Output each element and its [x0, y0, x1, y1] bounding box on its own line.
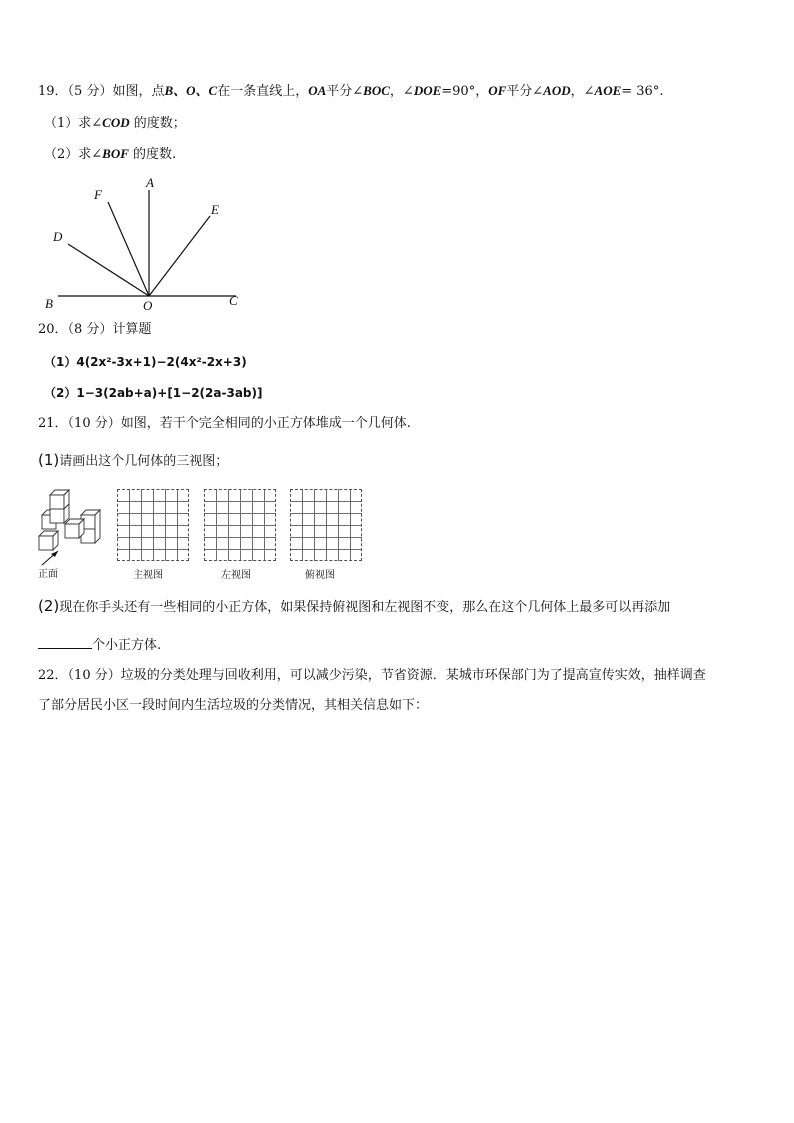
q20-item1: （1）4(2x²-3x+1)−2(4x²-2x+3) [44, 355, 247, 369]
angle-figure [36, 172, 256, 314]
q19-sub2: （2）求∠BOF 的度数. [44, 146, 177, 162]
ray-oe [149, 216, 210, 296]
cube-front-face [50, 495, 64, 509]
label-o: O [143, 298, 153, 313]
q22-stem-line1: 22．（10 分）垃圾的分类处理与回收利用，可以减少污染，节省资源．某城市环保部门为了提高宣传实效，抽样调查 [38, 668, 706, 683]
q21-part1: (1)请画出这个几何体的三视图； [38, 451, 229, 469]
q19-sub1: （1）求∠COD 的度数； [44, 115, 186, 131]
ray-od [68, 244, 149, 296]
cube-front-face [39, 536, 53, 550]
q22-stem-line2: 了部分居民小区一段时间内生活垃圾的分类情况，其相关信息如下： [38, 698, 429, 713]
top-view-grid [290, 489, 362, 561]
front-label: 正面 [38, 569, 58, 580]
cube-stack-figure [36, 489, 108, 581]
label-b: B [45, 296, 53, 311]
q20-stem: 20．（8 分）计算题 [38, 322, 152, 337]
q21-part2-tail: 个小正方体. [38, 636, 161, 654]
view-label-top: 俯视图 [305, 570, 335, 581]
q21-stem: 21．（10 分）如图，若干个完全相同的小正方体堆成一个几何体. [38, 416, 411, 431]
q21-part2: (2)现在你手头还有一些相同的小正方体，如果保持俯视图和左视图不变，那么在这个几何体上最多可以再添加 [38, 597, 671, 615]
ray-of [108, 202, 149, 296]
q20-item2: （2）1−3(2ab+a)+[1−2(2a-3ab)] [44, 386, 263, 400]
cube-side-face [95, 510, 100, 543]
label-c: C [229, 293, 238, 308]
label-d: D [53, 229, 63, 244]
cube-front-face [50, 509, 64, 523]
view-label-left: 左视图 [221, 570, 251, 581]
cube-front-face [65, 524, 79, 538]
label-e: E [211, 202, 219, 217]
label-f: F [94, 187, 102, 202]
q19-stem: 19．（5 分）如图，点B、O、C在一条直线上，OA平分∠BOC，∠DOE=90°，OF平分∠AOD，∠AOE= 36°. [38, 83, 664, 99]
view-label-front: 主视图 [133, 570, 163, 581]
answer-blank[interactable] [38, 636, 92, 649]
front-view-grid [117, 489, 189, 561]
label-a: A [146, 175, 154, 190]
left-view-grid [204, 489, 276, 561]
